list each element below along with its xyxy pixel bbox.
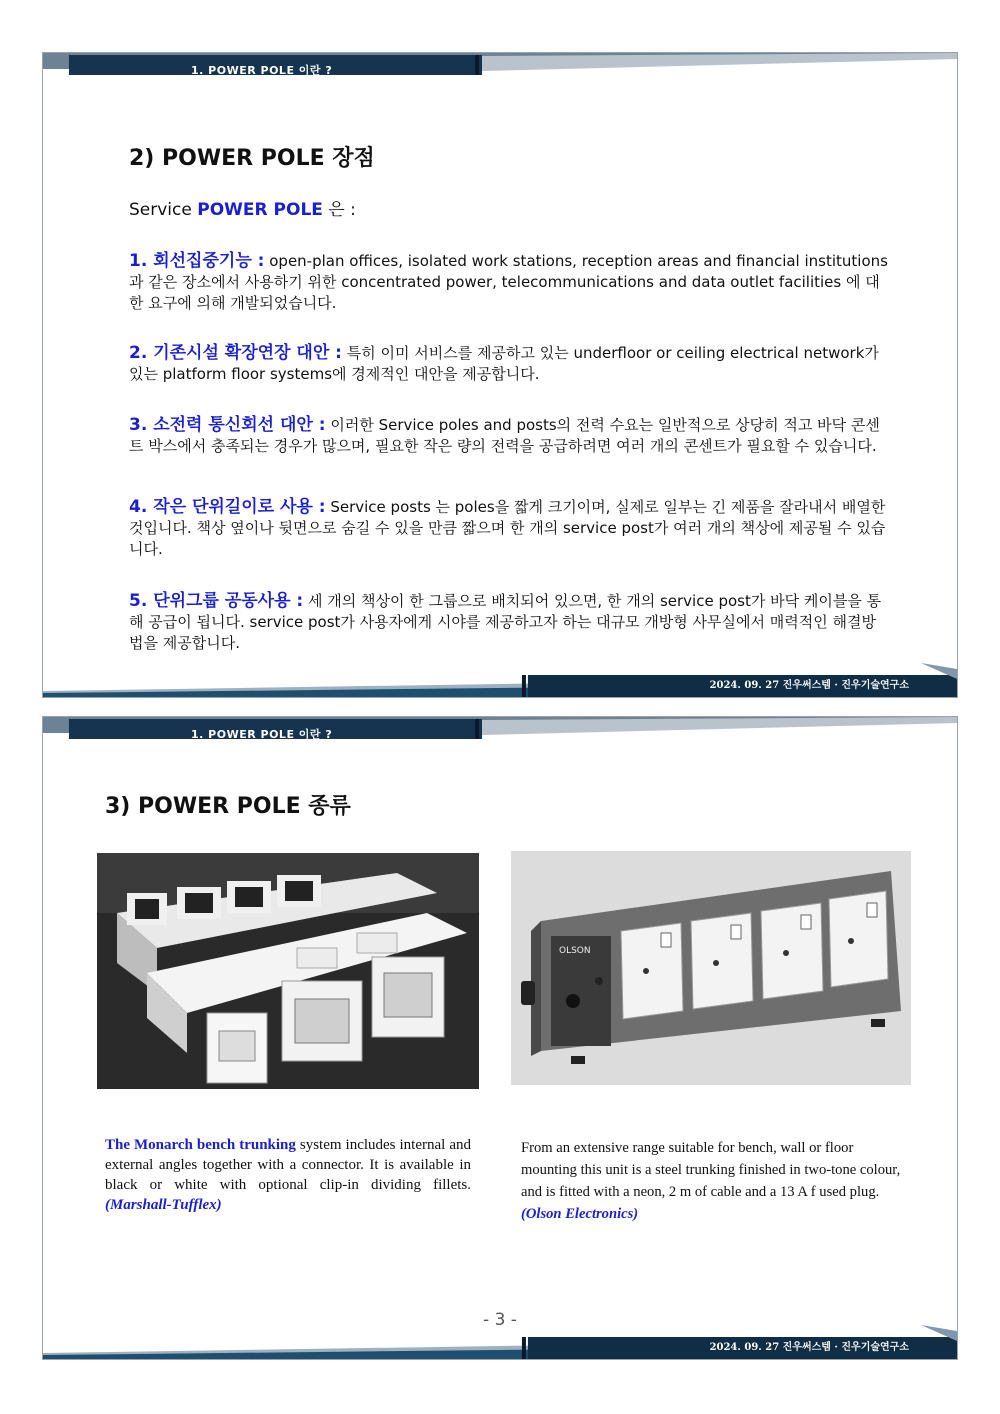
intro-prefix: Service [129, 200, 192, 220]
olson-trunking-photo [511, 851, 911, 1085]
slide-title: 2) POWER POLE 장점 [129, 146, 375, 171]
caption-source: (Olson Electronics) [521, 1206, 639, 1222]
advantage-label: 2. 기존시설 확장연장 대안 : [129, 343, 342, 363]
slide-advantages [42, 52, 958, 698]
advantage-label: 1. 회선집중기능 : [129, 251, 265, 271]
caption-source: (Marshall-Tufflex) [105, 1197, 222, 1213]
advantage-text: open-plan offices, isolated work stations, reception areas and financial institutions과 같은 장소에서 사용하기 위한 concentrated power, telecommunications and data outlet facilities 에 대한 요구에 의해 개발되었습니다. [129, 252, 888, 312]
advantage-label: 4. 작은 단위길이로 사용 : [129, 497, 326, 517]
caption-olson [521, 1137, 909, 1225]
advantage-label: 3. 소전력 통신회선 대안 : [129, 415, 326, 435]
advantage-text: Service posts 는 poles을 짧게 크기이며, 실제로 일부는 긴 제품을 잘라내서 배열한 것입니다. 책상 옆이나 뒷면으로 숨길 수 있을 만큼 짧으며 한 개의 service post가 여러 개의 책상에 제공될 수 있습니다. [129, 498, 886, 558]
header-section-title: 1. POWER POLE 이란 ? [191, 64, 333, 77]
caption-highlight: The Monarch bench trunking [105, 1137, 296, 1153]
intro-keyword: POWER POLE [197, 200, 323, 220]
caption-bench-trunking [105, 1135, 471, 1215]
page-number: - 3 - [483, 1310, 517, 1330]
advantage-text: 특히 이미 서비스를 제공하고 있는 underfloor or ceiling electrical network가 있는 platform floor systems에 경제적인 대안을 제공합니다. [129, 344, 879, 383]
footer-text: 2024. 09. 27 진우써스템 · 진우기술연구소 [709, 680, 909, 691]
advantage-item [129, 591, 889, 654]
advantage-label: 5. 단위그룹 공동사용 : [129, 591, 304, 611]
slide-types [42, 716, 958, 1360]
header-band [43, 717, 957, 743]
advantage-item [129, 415, 889, 457]
slide-title: 3) POWER POLE 종류 [105, 794, 351, 819]
header-section-title: 1. POWER POLE 이란 ? [191, 728, 333, 741]
advantage-item [129, 497, 889, 560]
footer-text: 2024. 09. 27 진우써스템 · 진우기술연구소 [709, 1342, 909, 1353]
advantage-item [129, 343, 889, 385]
intro-suffix: 은 : [328, 200, 356, 220]
bench-trunking-photo [97, 853, 479, 1089]
caption-body: From an extensive range suitable for bench, wall or floor mounting this unit is a steel trunking finished in two-tone colour, and is fitted with a neon, 2 m of cable and a 13 A f used plug. [521, 1140, 901, 1200]
caption-body: system includes internal and external angles together with a connector. It is available in black or white with optional clip-in dividing fillets. [105, 1137, 471, 1193]
advantage-text: 이러한 Service poles and posts의 전력 수요는 일반적으로 상당히 적고 바닥 콘센트 박스에서 충족되는 경우가 많으며, 필요한 작은 량의 전력을 공급하려면 여러 개의 콘센트가 필요할 수 있습니다. [129, 416, 880, 455]
olson-brand-label: OLSON [559, 946, 591, 956]
intro-line [129, 195, 356, 220]
header-band [43, 53, 957, 79]
advantage-text: 세 개의 책상이 한 그룹으로 배치되어 있으면, 한 개의 service post가 바닥 케이블을 통해 공급이 됩니다. service post가 사용자에게 시야를 제공하고자 하는 대규모 개방형 사무실에서 매력적인 해결방법을 제공합니다. [129, 592, 882, 652]
advantage-item [129, 251, 889, 314]
